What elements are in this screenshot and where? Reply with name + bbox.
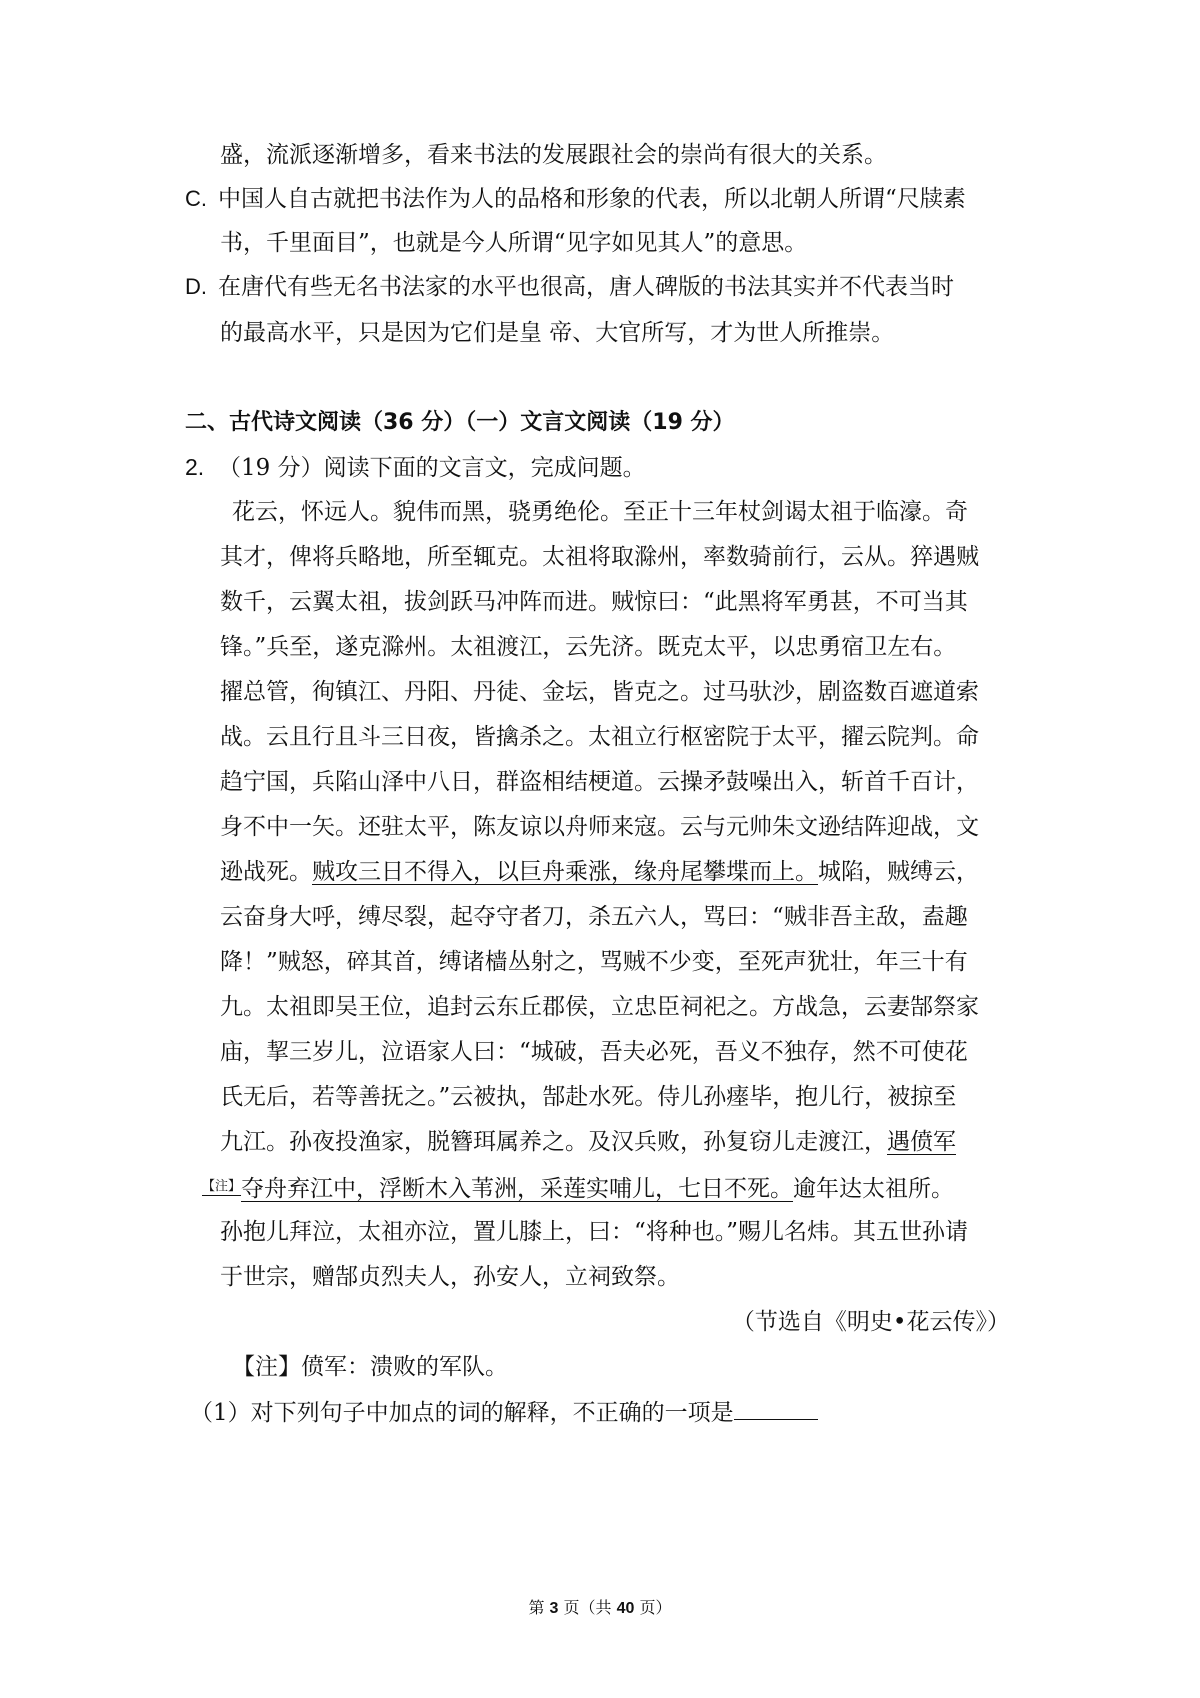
answer-blank[interactable] [734,1397,818,1420]
passage-line: 锋。”兵至，遂克滁州。太祖渡江，云先济。既克太平，以忠勇宿卫左右。 [220,634,957,660]
passage-line: 孙抱儿拜泣，太祖亦泣，置儿膝上，曰：“将种也。”赐儿名炜。其五世孙请 [220,1219,969,1245]
question-2 [0,452,1200,483]
passage-line [0,857,1200,887]
passage-line: 降！”贼怒，碎其首，缚诸樯丛射之，骂贼不少变，至死声犹壮，年三十有 [220,949,968,975]
passage-line: 其才，俾将兵略地，所至辄克。太祖将取滁州，率数骑前行，云从。猝遇贼 [220,544,979,570]
option-d-line2: 的最高水平，只是因为它们是皇 帝、大官所写，才为世人所推崇。 [220,320,895,346]
option-b-continuation: 盛，流派逐渐增多，看来书法的发展跟社会的崇尚有很大的关系。 [220,142,887,168]
passage-line: 庙，挈三岁儿，泣语家人曰：“城破，吾夫必死，吾义不独存，然不可使花 [220,1039,968,1065]
note-marker: 【注】 [202,1179,242,1194]
underlined-sentence: 遇偾军 [887,1129,956,1155]
passage-text: 城陷，贼缚云， [818,859,979,885]
question-prompt: （19 分）阅读下面的文言文，完成问题。 [218,455,646,481]
page-footer [0,1598,1200,1619]
option-c-letter: C. [185,186,207,211]
passage-line: 身不中一矢。还驻太平，陈友谅以舟师来寇。云与元帅朱文逊结阵迎战，文 [220,814,979,840]
passage-line: 擢总管，徇镇江、丹阳、丹徒、金坛，皆克之。过马驮沙，剧盗数百遮道索 [220,679,979,705]
passage-line: 战。云且行且斗三日夜，皆擒杀之。太祖立行枢密院于太平，擢云院判。命 [220,724,979,750]
underlined-sentence: 贼攻三日不得入，以巨舟乘涨，缘舟尾攀堞而上。 [312,859,818,885]
footer-middle: 页（共 [558,1598,617,1617]
footnote: 【注】偾军：溃败的军队。 [232,1354,508,1380]
sub-question-1 [0,1397,1200,1428]
passage-line [0,1127,1200,1157]
section-heading: 二、古代诗文阅读（36 分）（一）文言文阅读（19 分） [185,410,735,435]
passage-line: 趋宁国，兵陷山泽中八日，群盗相结梗道。云操矛鼓噪出入，斩首千百计， [220,769,979,795]
sub-question-text: （1）对下列句子中加点的词的解释，不正确的一项是 [190,1400,734,1426]
footer-suffix: 页） [634,1598,672,1617]
option-c-text: 中国人自古就把书法作为人的品格和形象的代表，所以北朝人所谓“尺牍素 [218,186,966,212]
footer-prefix: 第 [528,1598,550,1617]
total-pages: 40 [616,1600,635,1617]
underlined-sentence: 夺舟弃江中，浮断木入苇洲，采莲实哺儿，七日不死。 [241,1176,794,1202]
passage-text: 九江。孙夜投渔家，脱簪珥属养之。及汉兵败，孙复窃儿走渡江， [220,1129,887,1155]
passage-line: 数千，云翼太祖，拔剑跃马冲阵而进。贼惊曰：“此黑将军勇甚，不可当其 [220,589,968,615]
option-d-letter: D. [185,274,207,299]
option-d-text: 在唐代有些无名书法家的水平也很高，唐人碑版的书法其实并不代表当时 [218,274,954,300]
page-number: 3 [549,1600,559,1617]
option-c [0,184,1200,214]
question-number: 2. [185,454,205,480]
passage-line: 九。太祖即吴王位，追封云东丘郡侯，立忠臣祠祀之。方战急，云妻郜祭家 [220,994,979,1020]
passage-line: 氏无后，若等善抚之。”云被执，郜赴水死。侍儿孙瘗毕，抱儿行，被掠至 [220,1084,957,1110]
option-d [0,272,1200,302]
passage-text: 逾年达太祖所。 [793,1176,955,1202]
passage-line: 花云，怀远人。貌伟而黑，骁勇绝伦。至正十三年杖剑谒太祖于临濠。奇 [232,499,968,525]
option-c-line2: 书，千里面目”，也就是今人所谓“见字如见其人”的意思。 [220,230,808,256]
passage-line: 云奋身大呼，缚尽裂，起夺守者刀，杀五六人，骂曰：“贼非吾主敌，盍趣 [220,904,968,930]
passage-line [0,1172,1200,1204]
passage-line: 于世宗，赠郜贞烈夫人，孙安人，立祠致祭。 [220,1264,680,1290]
passage-source: （节选自《明史•花云传》） [731,1309,1010,1335]
passage-text: 逊战死。 [220,859,312,885]
